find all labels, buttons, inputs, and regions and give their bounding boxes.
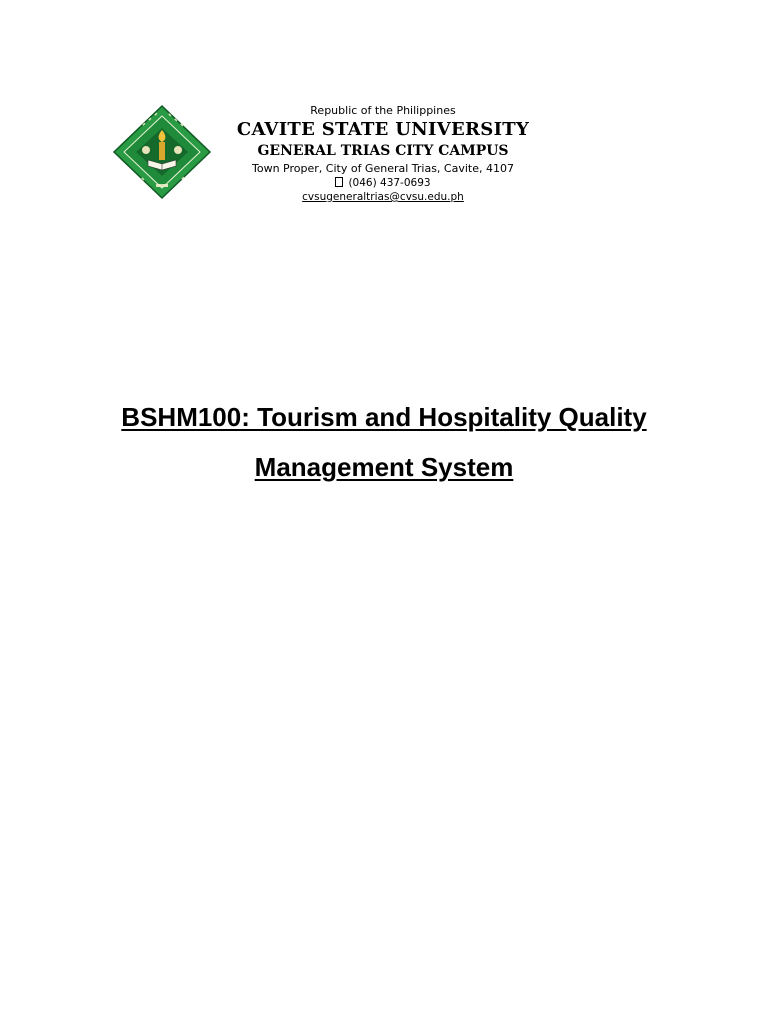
republic-line: Republic of the Philippines <box>310 104 456 117</box>
email-line <box>222 190 544 204</box>
university-name: CAVITE STATE UNIVERSITY <box>236 119 530 140</box>
phone-line <box>222 176 544 190</box>
email-link[interactable]: cvsugeneraltrias@cvsu.edu.ph <box>302 191 464 203</box>
phone-icon <box>335 177 343 187</box>
document-title <box>0 392 768 492</box>
university-seal-icon <box>112 104 212 200</box>
phone-number: (046) 437-0693 <box>348 177 431 189</box>
campus-address: Town Proper, City of General Trias, Cavite, 4107 <box>252 162 514 175</box>
course-title-line-1: BSHM100: Tourism and Hospitality Quality <box>121 402 647 432</box>
letterhead-text <box>222 103 544 204</box>
course-title-line-2: Management System <box>254 452 514 482</box>
campus-name: GENERAL TRIAS CITY CAMPUS <box>257 143 509 159</box>
letterhead <box>0 0 768 230</box>
